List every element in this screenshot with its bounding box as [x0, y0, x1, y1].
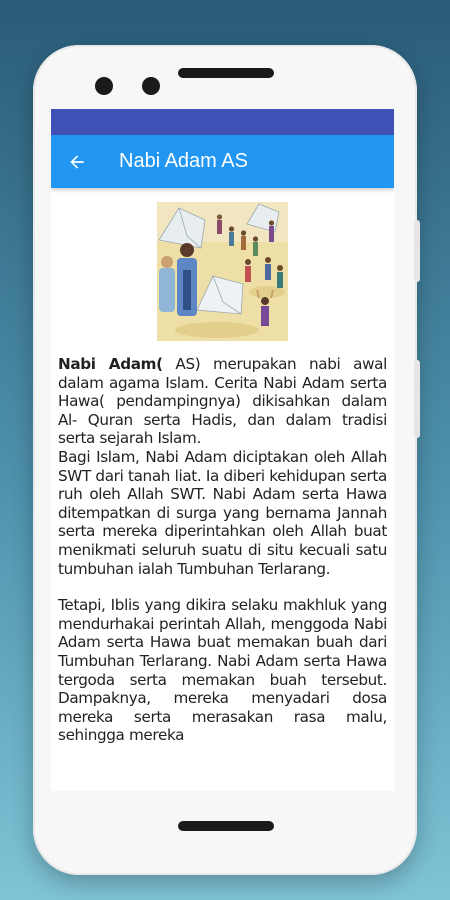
app-screen [51, 109, 394, 791]
article-paragraph-1-text: AS) merupakan nabi awal dalam agama Islam. Cerita Nabi Adam serta Hawa( pendampingnya) dikisahkan dalam Al- Quran serta Hadis, dan dalam tradisi serta sejarah Islam. [58, 355, 387, 448]
front-camera [95, 77, 113, 95]
article-text [58, 355, 387, 745]
article-paragraph-1 [58, 355, 387, 448]
article-paragraph-3: Tetapi, Iblis yang dikira selaku makhluk yang mendurhakai perintah Allah, menggoda Nabi Adam serta Hawa buat memakan buah dari Tumbuhan Terlarang. Nabi Adam serta Hawa tergoda serta memakan buah tersebut. Dampaknya, mereka menyadari dosa mereka serta merasakan rasa malu, sehingga mereka [58, 596, 387, 745]
app-bar [51, 135, 394, 188]
article-paragraph-2: Bagi Islam, Nabi Adam diciptakan oleh Allah SWT dari tanah liat. Ia diberi kehidupan serta ruh oleh Allah SWT. Nabi Adam serta Hawa ditempatkan di surga yang bernama Jannah serta mereka diperintahkan oleh Allah buat menikmati seluruh suatu di situ kecuali satu tumbuhan ialah Tumbuhan Terlarang. [58, 447, 387, 578]
volume-button [414, 220, 420, 282]
story-illustration [157, 202, 288, 341]
article-content [51, 188, 394, 745]
article-lead-bold: Nabi Adam( [58, 355, 163, 373]
power-button [414, 360, 420, 438]
front-sensor [142, 77, 160, 95]
back-button[interactable] [51, 135, 103, 188]
page-title: Nabi Adam AS [119, 150, 248, 172]
status-bar [51, 109, 394, 135]
earpiece-speaker [178, 68, 274, 78]
home-indicator [178, 821, 274, 831]
arrow-back-icon [67, 152, 87, 172]
